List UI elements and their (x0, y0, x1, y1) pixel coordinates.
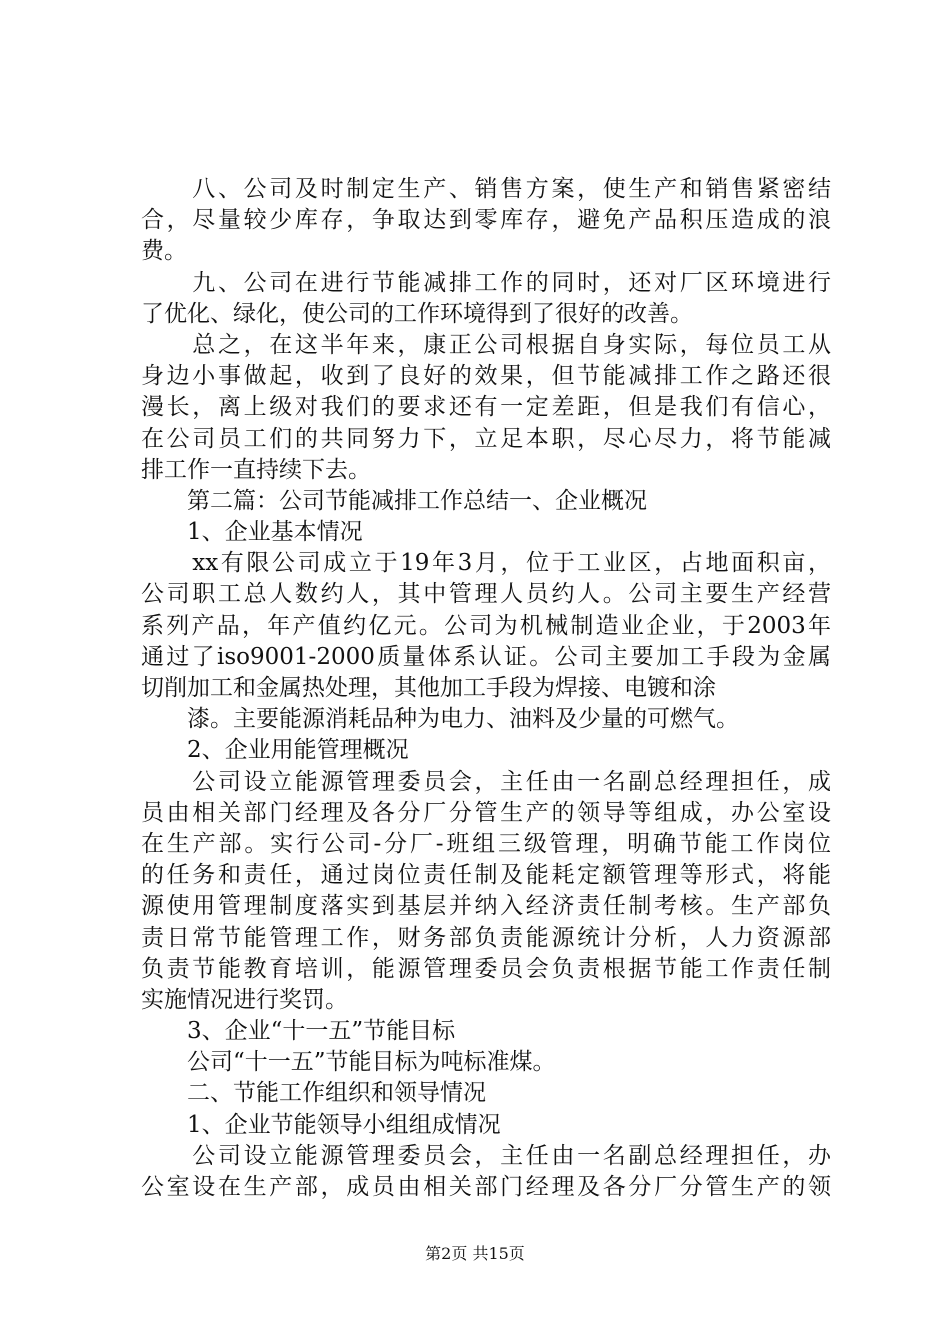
text-line: 公司设立能源管理委员会，主任由一名副总经理担任，成 (141, 768, 831, 795)
text-line: xx有限公司成立于19年3月，位于工业区，占地面积亩， (141, 550, 831, 577)
text-line: 1、企业节能领导小组组成情况 (141, 1111, 501, 1138)
text-line: 的任务和责任，通过岗位责任制及能耗定额管理等形式，将能 (141, 862, 831, 889)
text-line: 公司“十一五”节能目标为吨标准煤。 (141, 1049, 556, 1076)
text-line: 公司设立能源管理委员会，主任由一名副总经理担任，办 (141, 1142, 831, 1169)
text-line: 总之，在这半年来，康正公司根据自身实际，每位员工从 (141, 331, 831, 358)
text-line: 公室设在生产部，成员由相关部门经理及各分厂分管生产的领 (141, 1174, 831, 1200)
text-line: 第二篇：公司节能减排工作总结一、企业概况 (141, 487, 647, 514)
text-line: 3、企业“十一五”节能目标 (141, 1018, 456, 1045)
text-line: 身边小事做起，收到了良好的效果，但节能减排工作之路还很 (141, 363, 831, 390)
text-line: 负责节能教育培训，能源管理委员会负责根据节能工作责任制 (141, 955, 831, 982)
text-line: 源使用管理制度落实到基层并纳入经济责任制考核。生产部负 (141, 893, 831, 920)
page-footer: 第2页 共15页 (425, 1244, 525, 1263)
text-line: 2、企业用能管理概况 (141, 737, 409, 764)
text-line: 了优化、绿化，使公司的工作环境得到了很好的改善。 (141, 300, 693, 327)
text-line: 费。 (141, 238, 187, 265)
text-line: 二、节能工作组织和领导情况 (141, 1080, 486, 1107)
text-line: 合，尽量较少库存，争取达到零库存，避免产品积压造成的浪 (141, 207, 831, 234)
text-line: 排工作一直持续下去。 (141, 456, 371, 483)
document-body (141, 174, 831, 1203)
text-line: 通过了iso9001-2000质量体系认证。公司主要加工手段为金属 (141, 643, 831, 670)
text-line: 切削加工和金属热处理，其他加工手段为焊接、电镀和涂 (141, 675, 716, 701)
text-line: 在生产部。实行公司-分厂-班组三级管理，明确节能工作岗位 (141, 830, 831, 857)
text-line: 漆。主要能源消耗品种为电力、油料及少量的可燃气。 (141, 706, 739, 733)
text-line: 员由相关部门经理及各分厂分管生产的领导等组成，办公室设 (141, 799, 831, 826)
text-line: 实施情况进行奖罚。 (141, 986, 348, 1013)
text-line: 责日常节能管理工作，财务部负责能源统计分析，人力资源部 (141, 924, 831, 951)
text-line: 系列产品，年产值约亿元。公司为机械制造业企业，于2003年 (141, 612, 831, 639)
text-line: 公司职工总人数约人，其中管理人员约人。公司主要生产经营 (141, 581, 831, 608)
text-line: 漫长，离上级对我们的要求还有一定差距，但是我们有信心， (141, 394, 831, 421)
text-line: 1、企业基本情况 (141, 519, 363, 546)
text-line: 在公司员工们的共同努力下，立足本职，尽心尽力，将节能减 (141, 425, 831, 452)
text-line: 八、公司及时制定生产、销售方案，使生产和销售紧密结 (141, 176, 831, 202)
text-line: 九、公司在进行节能减排工作的同时，还对厂区环境进行 (141, 269, 831, 296)
